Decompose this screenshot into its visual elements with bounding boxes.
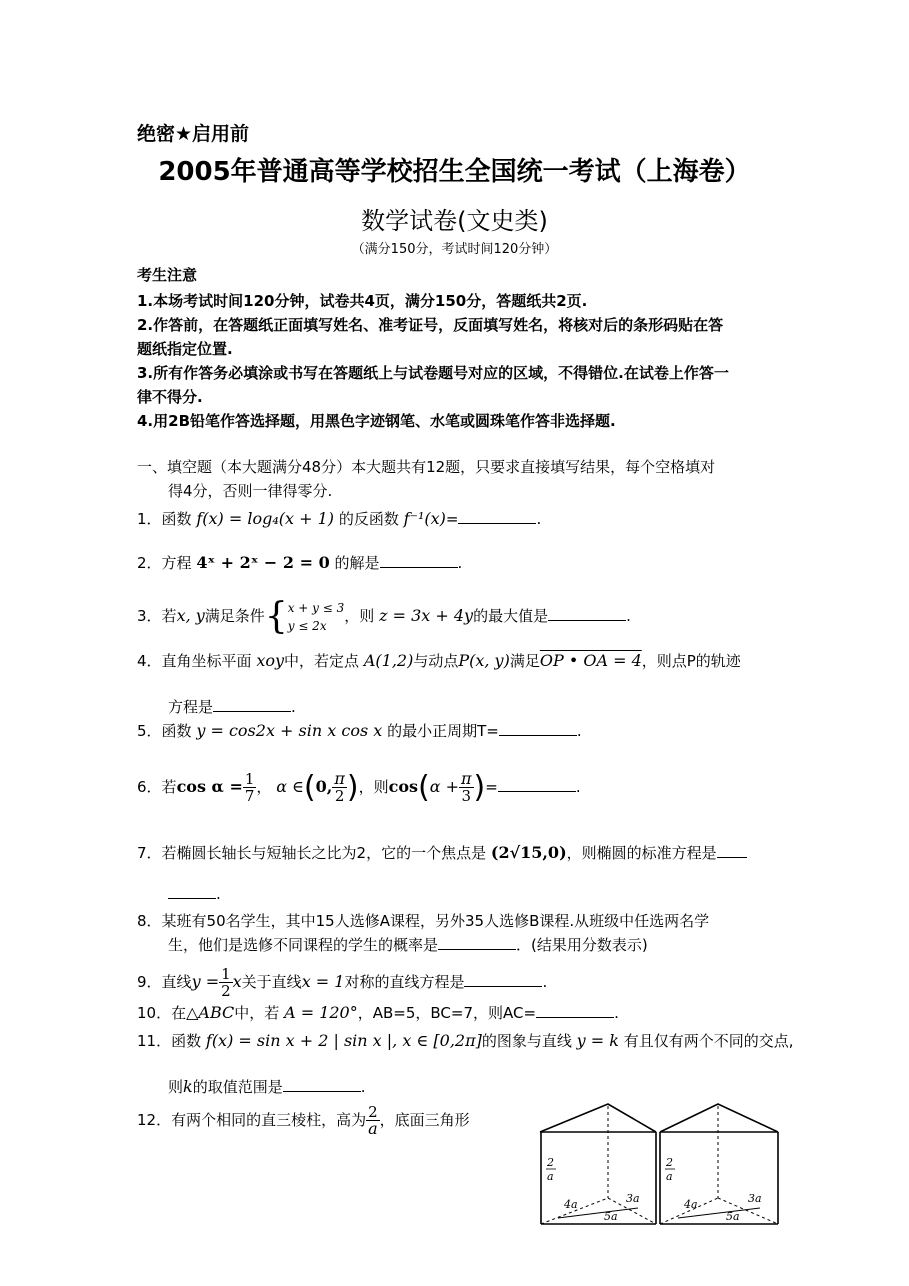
q6-alpha-plus: α + (429, 777, 460, 796)
q2-equation: 4ˣ + 2ˣ − 2 = 0 (196, 553, 330, 572)
q6-paren2-close: ) (473, 770, 486, 805)
fig-right-4a: 4a (684, 1198, 698, 1211)
q7-answer-blank[interactable] (717, 843, 747, 858)
exam-title: 2005年普通高等学校招生全国统一考试（上海卷） (158, 157, 751, 187)
q9-x: x (232, 972, 242, 991)
q6-paren-close: ) (346, 770, 359, 805)
q5-number: 5． (137, 722, 162, 740)
q9-y: y = (191, 972, 220, 991)
q9-pre: 直线 (161, 973, 192, 991)
q3-vars: x, y (176, 606, 205, 625)
q9-answer-blank[interactable] (464, 972, 542, 987)
notice-item-2-cont: 题纸指定位置. (137, 340, 233, 358)
q1-answer-blank[interactable] (458, 509, 536, 524)
q11-mid: 的图象与直线 (481, 1032, 572, 1050)
q10-number: 10． (137, 1004, 172, 1022)
q12-post: ，底面三角形 (379, 1111, 470, 1129)
q1-pre: 函数 (161, 510, 192, 528)
q4-number: 4． (137, 652, 162, 670)
q6-fraction-3 (459, 771, 474, 804)
fig-right-5a: 5a (726, 1210, 740, 1223)
fig-right-height-den: a (666, 1170, 673, 1183)
q11-post: 有且仅有两个不同的交点, (623, 1032, 794, 1050)
q4-line2: 方程是 (168, 698, 214, 716)
q4-mid1: 中，若定点 (284, 652, 360, 670)
q11-answer-blank[interactable] (283, 1077, 361, 1092)
q11-number: 11． (137, 1032, 172, 1050)
q8-number: 8． (137, 912, 162, 930)
q6-mid2: ，则 (358, 778, 389, 796)
q6-zero: 0, (315, 777, 333, 796)
q10-pre: 在 (171, 1004, 187, 1022)
prism-right-top (660, 1104, 778, 1132)
question-9: 9．直线y = $\frac{1}{2}$ x关于直线x = 1对称的直线方程是 . (137, 965, 548, 1000)
q7-answer-blank-cont[interactable] (168, 884, 216, 899)
q5-pre: 函数 (161, 722, 192, 740)
q8-answer-blank[interactable] (438, 935, 516, 950)
fig-left-height-num: 2 (547, 1156, 554, 1169)
q2-pre: 方程 (161, 554, 192, 572)
q11-pre: 函数 (171, 1032, 202, 1050)
q10-angle: A = 120° (284, 1003, 358, 1022)
fig-left-height-den: a (547, 1170, 554, 1183)
q6-pre: 若 (161, 778, 177, 796)
q7-number: 7． (137, 844, 162, 862)
question-1: 1．函数 f(x) = log₄(x + 1) 的反函数 f⁻¹(x)= . (137, 509, 542, 528)
q4-mid3: 满足 (509, 652, 540, 670)
q1-function: f(x) = log₄(x + 1) (196, 509, 335, 528)
q6-paren2-open: ( (418, 770, 430, 805)
q4-pre: 直角坐标平面 (161, 652, 252, 670)
notice-item-4: 4.用2B铅笔作答选择题，用黑色字迹钢笔、水笔或圆珠笔作答非选择题. (137, 412, 616, 430)
q6-fraction-1 (243, 771, 257, 804)
q3-condition-1: x + y ≤ 3 (287, 600, 345, 615)
q10-post: ，AB=5，BC=7，则AC= (357, 1004, 537, 1022)
question-4-cont: 方程是 . (168, 698, 296, 716)
notice-heading: 考生注意 (137, 266, 198, 284)
q4-plane: xoy (256, 651, 285, 670)
exam-subtitle: 数学试卷(文史类) (361, 207, 548, 235)
q6-f1-num: 1 (244, 770, 255, 788)
q3-answer-blank[interactable] (548, 606, 626, 621)
fig-right-3a: 3a (748, 1192, 762, 1205)
q5-post: 的最小正周期T= (387, 722, 499, 740)
q6-alpha-in: α ∈ (276, 777, 304, 796)
question-6: 6．若cos α = $\frac{1}{7}$ ， α ∈(0, $\frac{\pi}{2}$ )，则cos(α + $\frac{\pi}{3}$ )= . (137, 769, 581, 805)
q11-line2b: 的取值范围是 (192, 1078, 283, 1096)
q1-inverse: f⁻¹(x) (403, 509, 446, 528)
q2-number: 2． (137, 554, 162, 572)
q8-line1: 某班有50名学生，其中15人选修A课程，另外35人选修B课程.从班级中任选两名学 (161, 912, 710, 930)
q3-objective: z = 3x + 4y (379, 606, 474, 625)
q9-f-den: 2 (221, 982, 231, 1000)
q9-line: x = 1 (301, 972, 345, 991)
score-info: （满分150分，考试时间120分钟） (351, 242, 558, 257)
q3-post: 的最大值是 (473, 607, 549, 625)
notice-item-3: 3.所有作答务必填涂或书写在答题纸上与试卷题号对应的区域，不得错位.在试卷上作答一 (137, 364, 729, 382)
q3-mid: 满足条件 (204, 607, 265, 625)
q12-f-num: 2 (368, 1103, 378, 1121)
q3-brace: { (264, 596, 288, 637)
q12-number: 12． (137, 1111, 172, 1129)
q8-line2b: ．(结果用分数表示) (516, 936, 648, 954)
question-11-cont: 则k的取值范围是 . (168, 1077, 366, 1096)
q6-f3-num: π (461, 769, 472, 788)
q12-f-den: a (368, 1119, 378, 1138)
notice-item-1: 1.本场考试时间120分钟，试卷共4页，满分150分，答题纸共2页. (137, 292, 588, 310)
q9-f-num: 1 (221, 965, 231, 983)
fig-right-height-num: 2 (666, 1156, 673, 1169)
question-8-cont (168, 934, 648, 955)
q10-triangle: △ABC (186, 1003, 235, 1022)
q10-answer-blank[interactable] (536, 1003, 614, 1018)
q4-point-p: P(x, y) (458, 651, 510, 670)
q3-condition-2: y ≤ 2x (287, 618, 327, 633)
q6-cos2: cos (388, 777, 419, 796)
prism-left-top (540, 1104, 656, 1132)
prism-right (660, 1104, 778, 1224)
q11-line: y = k (576, 1031, 619, 1050)
q5-function: y = cos2x + sin x cos x (196, 721, 383, 740)
q5-answer-blank[interactable] (499, 721, 577, 736)
q2-post: 的解是 (334, 554, 380, 572)
question-4 (137, 650, 741, 671)
notice-item-3-cont: 律不得分. (137, 388, 203, 406)
q7-focus: (2√15,0) (490, 843, 567, 862)
section-heading: 一、填空题（本大题满分48分）本大题共有12题，只要求直接填写结果，每个空格填对 (137, 458, 716, 476)
q7-pre: 若椭圆长轴长与短轴长之比为2，它的一个焦点是 (161, 844, 487, 862)
fig-left-3a: 3a (626, 1192, 640, 1205)
q3-system (288, 599, 345, 635)
q6-cos: cos α = (176, 777, 243, 796)
q9-post: 对称的直线方程是 (344, 973, 465, 991)
q1-mid: 的反函数 (338, 510, 399, 528)
q6-answer-blank[interactable] (498, 777, 576, 792)
question-12 (137, 1104, 470, 1137)
q6-paren-open: ( (303, 770, 316, 805)
q12-fraction (366, 1104, 380, 1137)
q4-point-a: A(1,2) (363, 651, 414, 670)
question-7 (137, 842, 747, 863)
fig-left-5a: 5a (604, 1210, 618, 1223)
q1-eq: = (445, 510, 459, 528)
confidential-mark: 绝密★启用前 (137, 123, 250, 145)
question-10: 10．在△ABC中，若 A = 120°，AB=5，BC=7，则AC= . (137, 1003, 619, 1022)
q4-post: ，则点P的轨迹 (641, 652, 741, 670)
q9-fraction (219, 966, 233, 999)
prism-figure (538, 1102, 782, 1228)
q9-number: 9． (137, 973, 162, 991)
q6-fraction-2 (332, 771, 347, 804)
q6-eq: = (485, 778, 498, 796)
q4-vector-eq: OP • OA = 4 (539, 651, 642, 670)
q3-mid2: ，则 (344, 607, 375, 625)
section-heading-cont: 得4分，否则一律得零分. (168, 482, 333, 500)
q3-number: 3． (137, 607, 162, 625)
q6-f2-num: π (334, 769, 345, 788)
question-11 (137, 1030, 794, 1051)
q6-f3-den: 3 (461, 787, 472, 805)
prism-left (540, 1104, 656, 1224)
q11-line2a: 则 (168, 1078, 184, 1096)
q4-answer-blank[interactable] (213, 697, 291, 712)
q8-line2a: 生，他们是选修不同课程的学生的概率是 (168, 936, 439, 954)
question-8 (137, 910, 709, 931)
q6-number: 6． (137, 778, 162, 796)
q4-mid2: 与动点 (413, 652, 459, 670)
q3-pre: 若 (161, 607, 177, 625)
q7-post: ，则椭圆的标准方程是 (566, 844, 717, 862)
q11-k: k (183, 1077, 193, 1096)
q6-f1-den: 7 (244, 787, 255, 805)
q6-mid1: ， (256, 778, 272, 796)
q12-pre: 有两个相同的直三棱柱，高为 (171, 1111, 367, 1129)
question-7-cont: . (168, 884, 221, 903)
fig-left-4a: 4a (564, 1198, 578, 1211)
question-5: 5．函数 y = cos2x + sin x cos x 的最小正周期T= . (137, 721, 582, 740)
q1-number: 1． (137, 510, 162, 528)
notice-item-2: 2.作答前，在答题纸正面填写姓名、准考证号，反面填写姓名，将核对后的条形码贴在答 (137, 316, 724, 334)
question-3: 3．若x, y满足条件{ x + y ≤ 3 y ≤ 2x ，则 z = 3x + 4y的最大值是 . (137, 596, 631, 637)
q11-function: f(x) = sin x + 2 | sin x |, x ∈ [0,2π] (205, 1031, 482, 1050)
q2-answer-blank[interactable] (380, 553, 458, 568)
q9-mid: 关于直线 (241, 973, 302, 991)
q6-f2-den: 2 (334, 787, 345, 805)
question-2: 2．方程 4ˣ + 2ˣ − 2 = 0 的解是 . (137, 553, 463, 572)
q10-mid1: 中，若 (234, 1004, 280, 1022)
